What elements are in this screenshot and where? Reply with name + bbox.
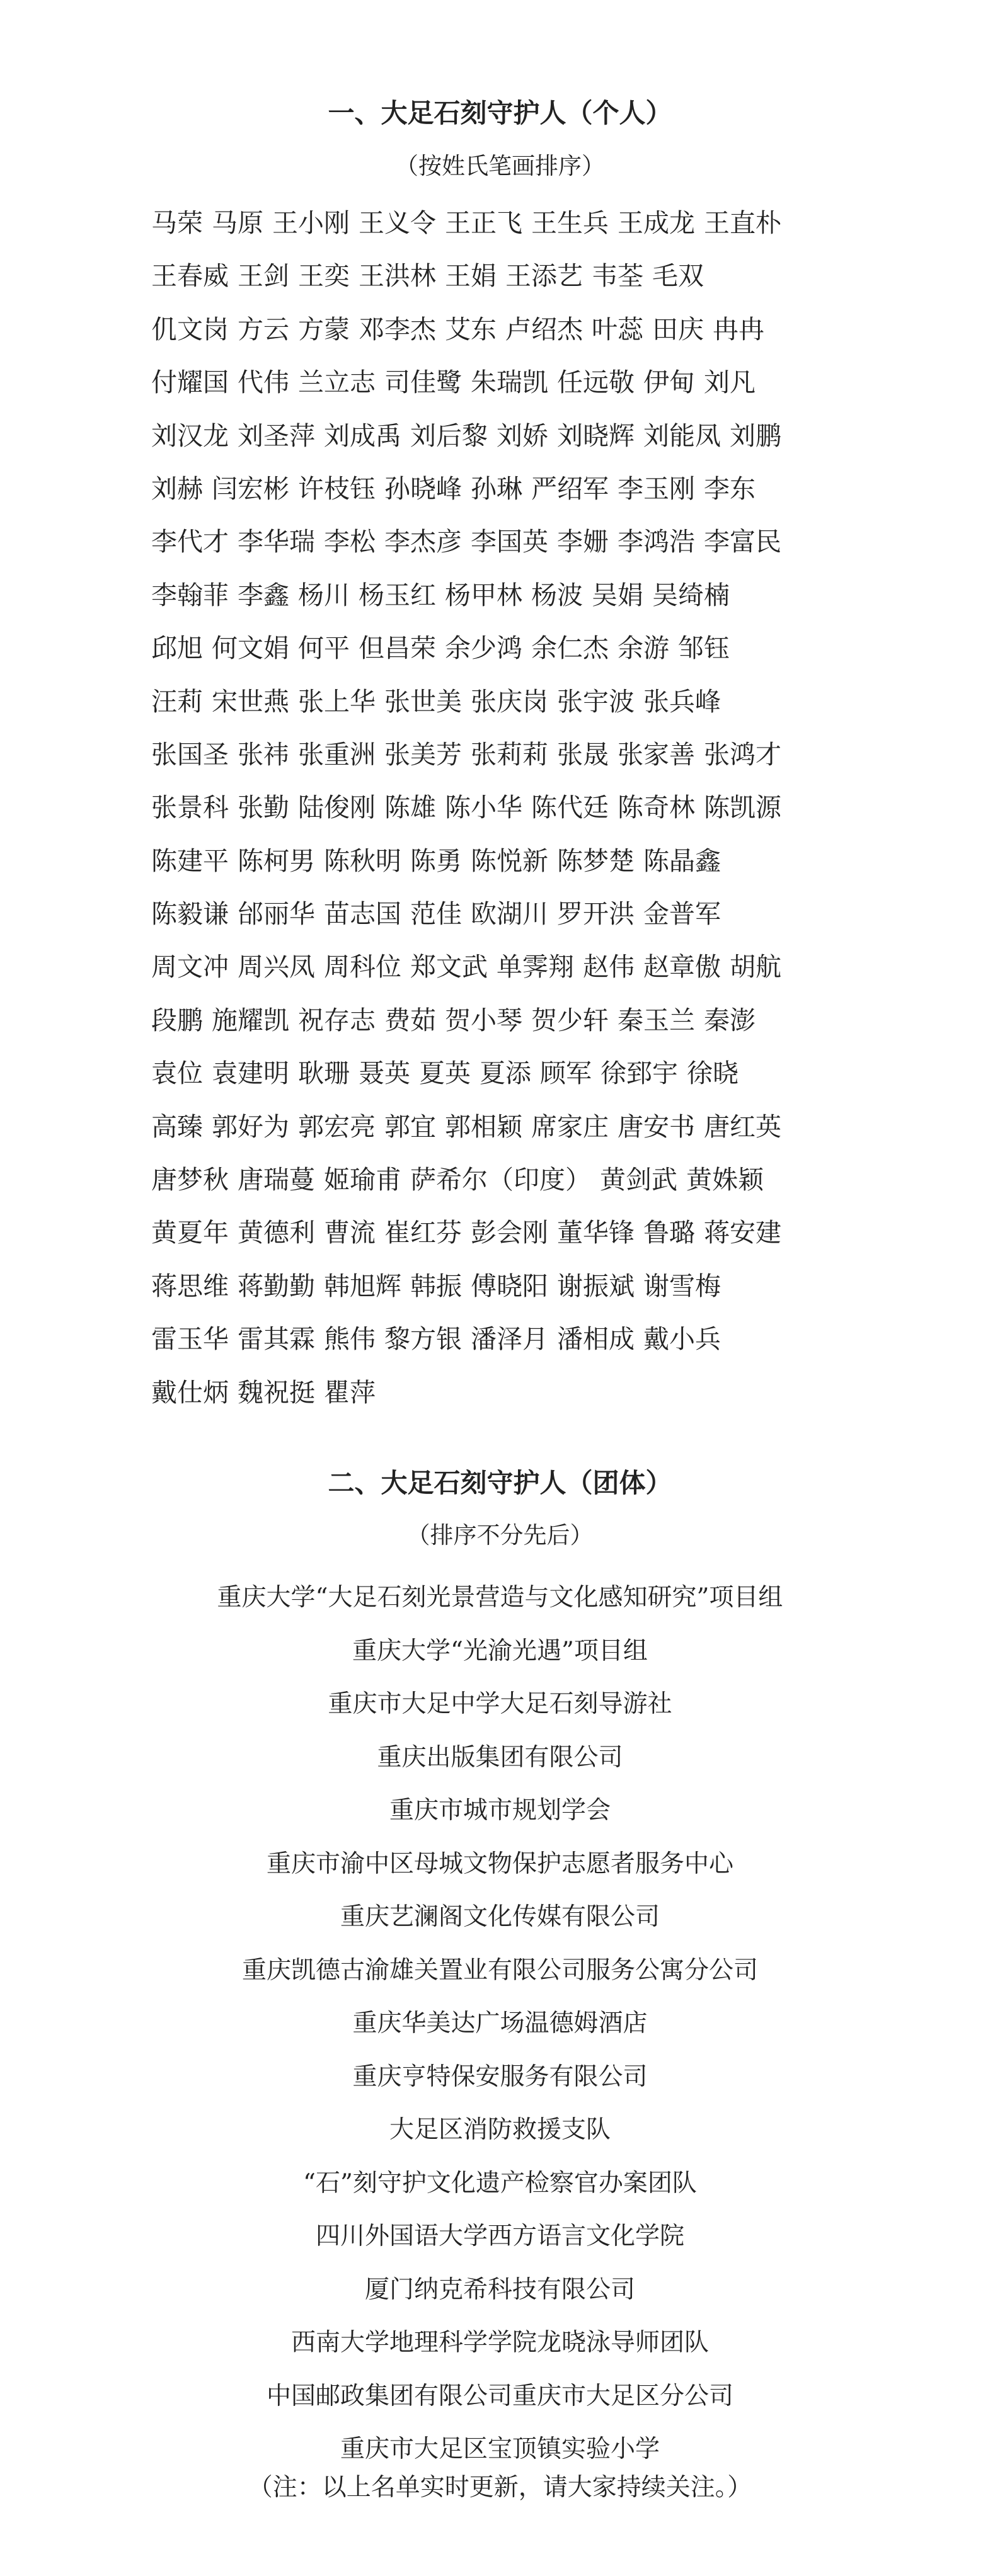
group-name: 重庆艺澜阁文化传媒有限公司	[340, 1903, 660, 1931]
person-name: 刘凡	[704, 367, 756, 398]
person-name: 王春威	[151, 261, 229, 292]
person-name: 董华锋	[557, 1217, 635, 1248]
person-name: 黄德利	[238, 1217, 315, 1248]
name-row	[151, 1313, 863, 1365]
person-name: 何文娟	[212, 633, 289, 664]
person-name: 伊甸	[643, 367, 695, 398]
person-name: 司佳鹭	[384, 367, 462, 398]
person-name: 王剑	[238, 261, 289, 292]
person-name: 王正飞	[445, 208, 522, 238]
person-name: 潘泽月	[471, 1324, 548, 1355]
person-name: 王义令	[359, 208, 436, 238]
person-name: 陈梦楚	[557, 845, 635, 876]
person-name: 郭好为	[212, 1111, 289, 1142]
person-name: 仉文岗	[151, 314, 229, 345]
person-name: 熊伟	[324, 1324, 376, 1355]
section-title-individuals: 一、大足石刻守护人（个人）	[328, 98, 672, 128]
person-name: 彭会刚	[471, 1217, 548, 1248]
person-name: 唐梦秋	[151, 1165, 229, 1195]
person-name: 张兵峰	[643, 686, 721, 717]
person-name: 何平	[298, 633, 350, 664]
person-name: 吴绮楠	[652, 579, 730, 610]
person-name: 唐瑞蔓	[238, 1165, 315, 1195]
person-name: 张上华	[298, 686, 376, 717]
person-name: 雷玉华	[151, 1324, 229, 1355]
person-name: 张重洲	[298, 739, 376, 770]
name-row	[151, 1366, 863, 1419]
person-name: 张勤	[238, 792, 289, 823]
person-name: 余少鸿	[445, 633, 522, 664]
name-row	[151, 569, 863, 622]
person-name: 袁位	[151, 1058, 203, 1089]
person-name: 张晟	[557, 739, 609, 770]
person-name: 严绍军	[531, 473, 609, 504]
person-name: 蒋安建	[704, 1217, 781, 1248]
person-name: 金普军	[643, 899, 721, 930]
person-name: 李东	[704, 473, 756, 504]
person-name: 潘相成	[557, 1324, 635, 1355]
name-row	[151, 728, 863, 781]
person-name: 王洪林	[359, 261, 436, 292]
person-name: 刘汉龙	[151, 420, 229, 451]
update-note: （注：以上名单实时更新，请大家持续关注。）	[248, 2473, 752, 2502]
person-name: 刘成禹	[324, 420, 401, 451]
person-name: 邰丽华	[238, 899, 315, 930]
person-name: 李玉刚	[618, 473, 695, 504]
person-name: 王直朴	[704, 208, 781, 238]
person-name: 耿珊	[298, 1058, 350, 1089]
person-name: 张景科	[151, 792, 229, 823]
person-name: 吴娟	[592, 579, 643, 610]
person-name: 王生兵	[531, 208, 609, 238]
name-row	[151, 675, 863, 728]
person-name: 萨希尔（印度）	[410, 1165, 591, 1195]
person-name: 代伟	[238, 367, 289, 398]
person-name: 徐晓	[687, 1058, 739, 1089]
group-name: 厦门纳克希科技有限公司	[364, 2275, 635, 2304]
person-name: 张庆岗	[471, 686, 548, 717]
person-name: 毛双	[652, 261, 704, 292]
name-row	[151, 356, 863, 409]
group-name: “石”刻守护文化遗产检察官办案团队	[303, 2169, 697, 2197]
person-name: 祝存志	[298, 1005, 376, 1035]
person-name: 赵章傲	[643, 952, 721, 983]
person-name: 李国英	[471, 527, 548, 557]
person-name: 邹钰	[678, 633, 730, 664]
person-name: 戴小兵	[643, 1324, 721, 1355]
group-name: 大足区消防救援支队	[389, 2116, 611, 2144]
person-name: 孙琳	[471, 473, 522, 504]
person-name: 蒋勤勤	[238, 1270, 315, 1301]
person-name: 傅晓阳	[471, 1270, 548, 1301]
person-name: 陈建平	[151, 845, 229, 876]
name-row	[151, 622, 863, 675]
person-name: 单霁翔	[497, 952, 574, 983]
person-name: 陆俊刚	[298, 792, 376, 823]
person-name: 方云	[238, 314, 289, 345]
person-name: 陈奇林	[618, 792, 695, 823]
person-name: 张莉莉	[471, 739, 548, 770]
person-name: 余游	[618, 633, 669, 664]
section-title-groups: 二、大足石刻守护人（团体）	[328, 1468, 672, 1498]
person-name: 邱旭	[151, 633, 203, 664]
person-name: 张世美	[384, 686, 462, 717]
person-name: 瞿萍	[324, 1377, 376, 1408]
person-name: 黄姝颖	[686, 1165, 764, 1195]
person-name: 孙晓峰	[384, 473, 462, 504]
person-name: 刘鹏	[730, 420, 781, 451]
name-row	[151, 1100, 863, 1153]
person-name: 秦澎	[704, 1005, 756, 1035]
person-name: 余仁杰	[531, 633, 609, 664]
person-name: 张祎	[238, 739, 289, 770]
person-name: 杨波	[531, 579, 583, 610]
person-name: 夏添	[480, 1058, 531, 1089]
name-row	[151, 1206, 863, 1259]
person-name: 王奕	[298, 261, 350, 292]
person-name: 聂英	[359, 1058, 410, 1089]
person-name: 张宇波	[557, 686, 635, 717]
person-name: 袁建明	[212, 1058, 289, 1089]
person-name: 韩振	[410, 1270, 462, 1301]
person-name: 张家善	[618, 739, 695, 770]
person-name: 郑文武	[410, 952, 488, 983]
person-name: 陈悦新	[471, 845, 548, 876]
name-row	[151, 940, 863, 993]
person-name: 刘赫	[151, 473, 203, 504]
group-name: 重庆华美达广场温德姆酒店	[352, 2009, 648, 2037]
group-name: 中国邮政集团有限公司重庆市大足区分公司	[266, 2381, 733, 2410]
group-name: 重庆出版集团有限公司	[377, 1743, 623, 1772]
person-name: 秦玉兰	[618, 1005, 695, 1035]
person-name: 魏祝挺	[238, 1377, 315, 1408]
section-subtitle-groups: （排序不分先后）	[406, 1522, 594, 1549]
person-name: 王成龙	[618, 208, 695, 238]
person-name: 刘后黎	[410, 420, 488, 451]
person-name: 张鸿才	[704, 739, 781, 770]
person-name: 苗志国	[324, 899, 401, 930]
person-name: 谢雪梅	[643, 1270, 721, 1301]
group-name: 重庆市大足中学大足石刻导游社	[328, 1690, 672, 1718]
person-name: 崔红芬	[384, 1217, 462, 1248]
person-name: 曹流	[324, 1217, 376, 1248]
person-name: 但昌荣	[359, 633, 436, 664]
person-name: 李华瑞	[238, 527, 315, 557]
group-name: 重庆市城市规划学会	[389, 1796, 611, 1825]
name-row	[151, 835, 863, 887]
person-name: 马原	[212, 208, 263, 238]
person-name: 李杰彦	[384, 527, 462, 557]
person-name: 戴仕炳	[151, 1377, 229, 1408]
name-row	[151, 197, 863, 249]
person-name: 陈毅谦	[151, 899, 229, 930]
person-name: 郭宜	[384, 1111, 436, 1142]
group-name: 四川外国语大学西方语言文化学院	[315, 2222, 684, 2250]
group-name: 重庆市大足区宝顶镇实验小学	[340, 2435, 660, 2463]
person-name: 陈雄	[384, 792, 436, 823]
person-name: 李鸿浩	[618, 527, 695, 557]
person-name: 谢振斌	[557, 1270, 635, 1301]
person-name: 李富民	[704, 527, 781, 557]
person-name: 陈秋明	[324, 845, 401, 876]
person-name: 陈晶鑫	[643, 845, 721, 876]
person-name: 杨玉红	[359, 579, 436, 610]
person-name: 王娟	[445, 261, 497, 292]
group-name: 重庆大学“光渝光遇”项目组	[352, 1636, 648, 1665]
person-name: 陈小华	[445, 792, 522, 823]
person-name: 杨甲林	[445, 579, 522, 610]
person-name: 贺小琴	[445, 1005, 522, 1035]
name-row	[151, 303, 863, 356]
person-name: 刘能凤	[643, 420, 721, 451]
person-name: 陈勇	[410, 845, 462, 876]
person-name: 罗开洪	[557, 899, 635, 930]
name-row	[151, 887, 863, 940]
person-name: 宋世燕	[212, 686, 289, 717]
person-name: 方蒙	[298, 314, 350, 345]
person-name: 李代才	[151, 527, 229, 557]
person-name: 刘晓辉	[557, 420, 635, 451]
person-name: 郭宏亮	[298, 1111, 376, 1142]
person-name: 付耀国	[151, 367, 229, 398]
person-name: 施耀凯	[212, 1005, 289, 1035]
name-row	[151, 994, 863, 1047]
person-name: 李松	[324, 527, 376, 557]
person-name: 田庆	[652, 314, 704, 345]
person-name: 夏英	[419, 1058, 471, 1089]
person-name: 闫宏彬	[212, 473, 289, 504]
person-name: 席家庄	[531, 1111, 609, 1142]
person-name: 兰立志	[298, 367, 376, 398]
person-name: 郭相颖	[445, 1111, 522, 1142]
name-row	[151, 409, 863, 462]
person-name: 段鹏	[151, 1005, 203, 1035]
person-name: 叶蕊	[592, 314, 643, 345]
person-name: 姬瑜甫	[324, 1165, 401, 1195]
person-name: 蒋思维	[151, 1270, 229, 1301]
person-name: 韦荃	[592, 261, 643, 292]
person-name: 贺少轩	[531, 1005, 609, 1035]
group-name: 重庆市渝中区母城文物保护志愿者服务中心	[266, 1849, 733, 1878]
name-row	[151, 1047, 863, 1100]
person-name: 任远敬	[557, 367, 635, 398]
person-name: 邓李杰	[359, 314, 436, 345]
person-name: 陈柯男	[238, 845, 315, 876]
individual-name-list	[151, 197, 863, 1419]
person-name: 朱瑞凯	[471, 367, 548, 398]
person-name: 费茹	[384, 1005, 436, 1035]
person-name: 陈凯源	[704, 792, 781, 823]
person-name: 顾军	[540, 1058, 592, 1089]
group-list	[0, 1571, 1000, 2476]
person-name: 艾东	[445, 314, 497, 345]
group-name: 重庆凯德古渝雄关置业有限公司服务公寓分公司	[241, 1956, 758, 1985]
person-name: 唐红英	[704, 1111, 781, 1142]
person-name: 欧湖川	[471, 899, 548, 930]
person-name: 张美芳	[384, 739, 462, 770]
group-name: 重庆大学“大足石刻光景营造与文化感知研究”项目组	[217, 1583, 783, 1612]
person-name: 周文冲	[151, 952, 229, 983]
person-name: 许枝钰	[298, 473, 376, 504]
person-name: 黄夏年	[151, 1217, 229, 1248]
person-name: 王小刚	[272, 208, 350, 238]
person-name: 李鑫	[238, 579, 289, 610]
person-name: 陈代廷	[531, 792, 609, 823]
person-name: 马荣	[151, 208, 203, 238]
person-name: 黎方银	[384, 1324, 462, 1355]
person-name: 李翰菲	[151, 579, 229, 610]
name-row	[151, 515, 863, 568]
person-name: 刘圣萍	[238, 420, 315, 451]
group-name: 西南大学地理科学学院龙晓泳导师团队	[290, 2328, 709, 2357]
person-name: 唐安书	[618, 1111, 695, 1142]
person-name: 汪莉	[151, 686, 203, 717]
person-name: 李姗	[557, 527, 609, 557]
person-name: 卢绍杰	[505, 314, 583, 345]
name-row	[151, 1153, 863, 1206]
section-subtitle-individuals: （按姓氏笔画排序）	[395, 152, 605, 180]
person-name: 胡航	[730, 952, 781, 983]
name-row	[151, 462, 863, 515]
person-name: 鲁璐	[643, 1217, 695, 1248]
person-name: 赵伟	[583, 952, 635, 983]
person-name: 黄剑武	[600, 1165, 677, 1195]
person-name: 冉冉	[713, 314, 764, 345]
group-name: 重庆亨特保安服务有限公司	[352, 2062, 648, 2091]
person-name: 杨川	[298, 579, 350, 610]
name-row	[151, 1260, 863, 1313]
person-name: 雷其霖	[238, 1324, 315, 1355]
person-name: 高臻	[151, 1111, 203, 1142]
person-name: 徐郅宇	[601, 1058, 678, 1089]
name-row	[151, 781, 863, 834]
person-name: 周科位	[324, 952, 401, 983]
person-name: 张国圣	[151, 739, 229, 770]
name-row	[151, 249, 863, 302]
person-name: 范佳	[410, 899, 462, 930]
person-name: 周兴凤	[238, 952, 315, 983]
person-name: 刘娇	[497, 420, 548, 451]
person-name: 韩旭辉	[324, 1270, 401, 1301]
person-name: 王添艺	[505, 261, 583, 292]
